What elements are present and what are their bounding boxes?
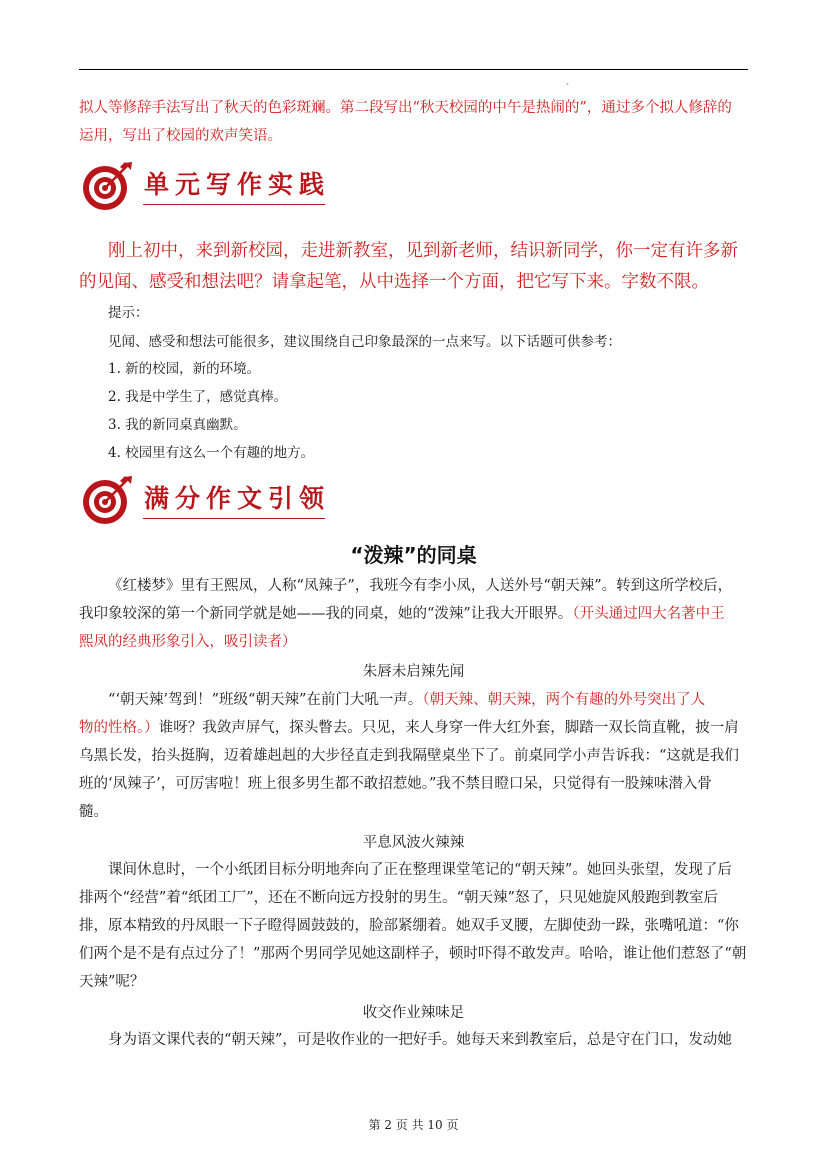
essay-p2-line-3: 乌黑长发，抬头挺胸，迈着雄赳赳的大步径直走到我隔壁桌坐下了。前桌同学小声告诉我：“这就是我们 [79,748,739,764]
essay-p2-line-1: “‘朝天辣’驾到！”班级“朝天辣”在前门大吼一声。（朝天辣、朝天辣，两个有趣的外号突出了人 [108,692,706,708]
essay-p1-line-1: 《红楼梦》里有王熙凤，人称“凤辣子”，我班今有李小凤，人送外号“朝天辣”。转到这所学校后， [108,578,733,594]
essay-p3-line-1: 课间休息时，一个小纸团目标分明地奔向了正在整理课堂笔记的“朝天辣”。她回头张望，发现了后 [108,862,732,878]
target-arrow-icon [80,160,134,212]
essay-subtitle-2: 平息风波火辣辣 [362,835,465,851]
essay-p1-line-2: 我印象较深的第一个新同学就是她——我的同桌，她的“泼辣”让我大开眼界。（开头通过四大名著中王 [79,606,725,622]
target-arrow-icon [80,474,134,526]
annotation: （朝天辣、朝天辣，两个有趣的外号突出了人 [422,692,706,708]
prompt-line-2: 的见闻、感受和想法吧？请拿起笔，从中选择一个方面，把它写下来。字数不限。 [79,272,709,292]
tips-item-4: 4. 校园里有这么一个有趣的地方。 [108,445,315,461]
essay-p3-line-3: 排，原本精致的丹凤眼一下子瞪得圆鼓鼓的，脸部紧绷着。她双手叉腰，左脚使劲一跺，张嘴吼道：“你 [79,918,739,934]
annotation: （开头通过四大名著中王 [572,606,725,622]
section-heading-writing-practice [80,160,340,212]
essay-p3-line-2: 排两个“经营”着“纸团工厂”，还在不断向远方投射的男生。“朝天辣”怒了，只见她旋风般跑到教室后 [79,890,718,906]
essay-subtitle-1: 朱唇未启辣先闻 [362,664,465,680]
section-label: 满分作文引领 [144,484,331,513]
essay-subtitle-3: 收交作业辣味足 [362,1005,465,1021]
section-label: 单元写作实践 [144,170,331,199]
section-heading-model-essay [80,474,340,526]
essay-p2-line-4: 班的‘凤辣子’，可厉害啦！班上很多男生都不敢招惹她。”我不禁目瞪口呆，只觉得有一股辣味潜入骨 [79,776,712,792]
tips-item-2: 2. 我是中学生了，感觉真棒。 [108,389,288,405]
essay-p4-line-1: 身为语文课代表的“朝天辣”，可是收作业的一把好手。她每天来到教室后，总是守在门口，发动她 [108,1032,732,1048]
page-number: 第 2 页 共 10 页 [368,1118,459,1132]
essay-p2-line-5: 髓。 [79,804,108,820]
tips-label: 提示： [108,305,149,321]
header-mark: 、 [566,77,574,86]
intro-line-1: 拟人等修辞手法写出了秋天的色彩斑斓。第二段写出“秋天校园的中午是热闹的”，通过多个拟人修辞的 [79,100,732,116]
tips-intro: 见闻、感受和想法可能很多，建议围绕自己印象最深的一点来写。以下话题可供参考： [108,334,621,350]
annotation: 物的性格。） [79,720,159,736]
essay-p3-line-5: 天辣”呢？ [79,974,145,990]
essay-p2-line-2: 物的性格。）谁呀？我敛声屏气，探头瞥去。只见，来人身穿一件大红外套，脚踏一双长筒直靴，披一肩 [79,720,739,736]
section-underline [143,518,325,519]
header-rule [79,69,748,70]
intro-line-2: 运用，写出了校园的欢声笑语。 [79,128,282,144]
section-underline [143,204,325,205]
essay-title: “泼辣”的同桌 [350,543,477,567]
essay-p1-line-3: 熙凤的经典形象引入，吸引读者） [79,634,297,650]
tips-item-1: 1. 新的校园，新的环境。 [108,361,261,377]
essay-p3-line-4: 们两个是不是有点过分了！”那两个男同学见她这副样子，顿时吓得不敢发声。哈哈，谁让他们惹怒了“朝 [79,946,747,962]
prompt-line-1: 刚上初中，来到新校园，走进新教室，见到新老师，结识新同学，你一定有许多新 [108,241,738,261]
tips-item-3: 3. 我的新同桌真幽默。 [108,417,247,433]
